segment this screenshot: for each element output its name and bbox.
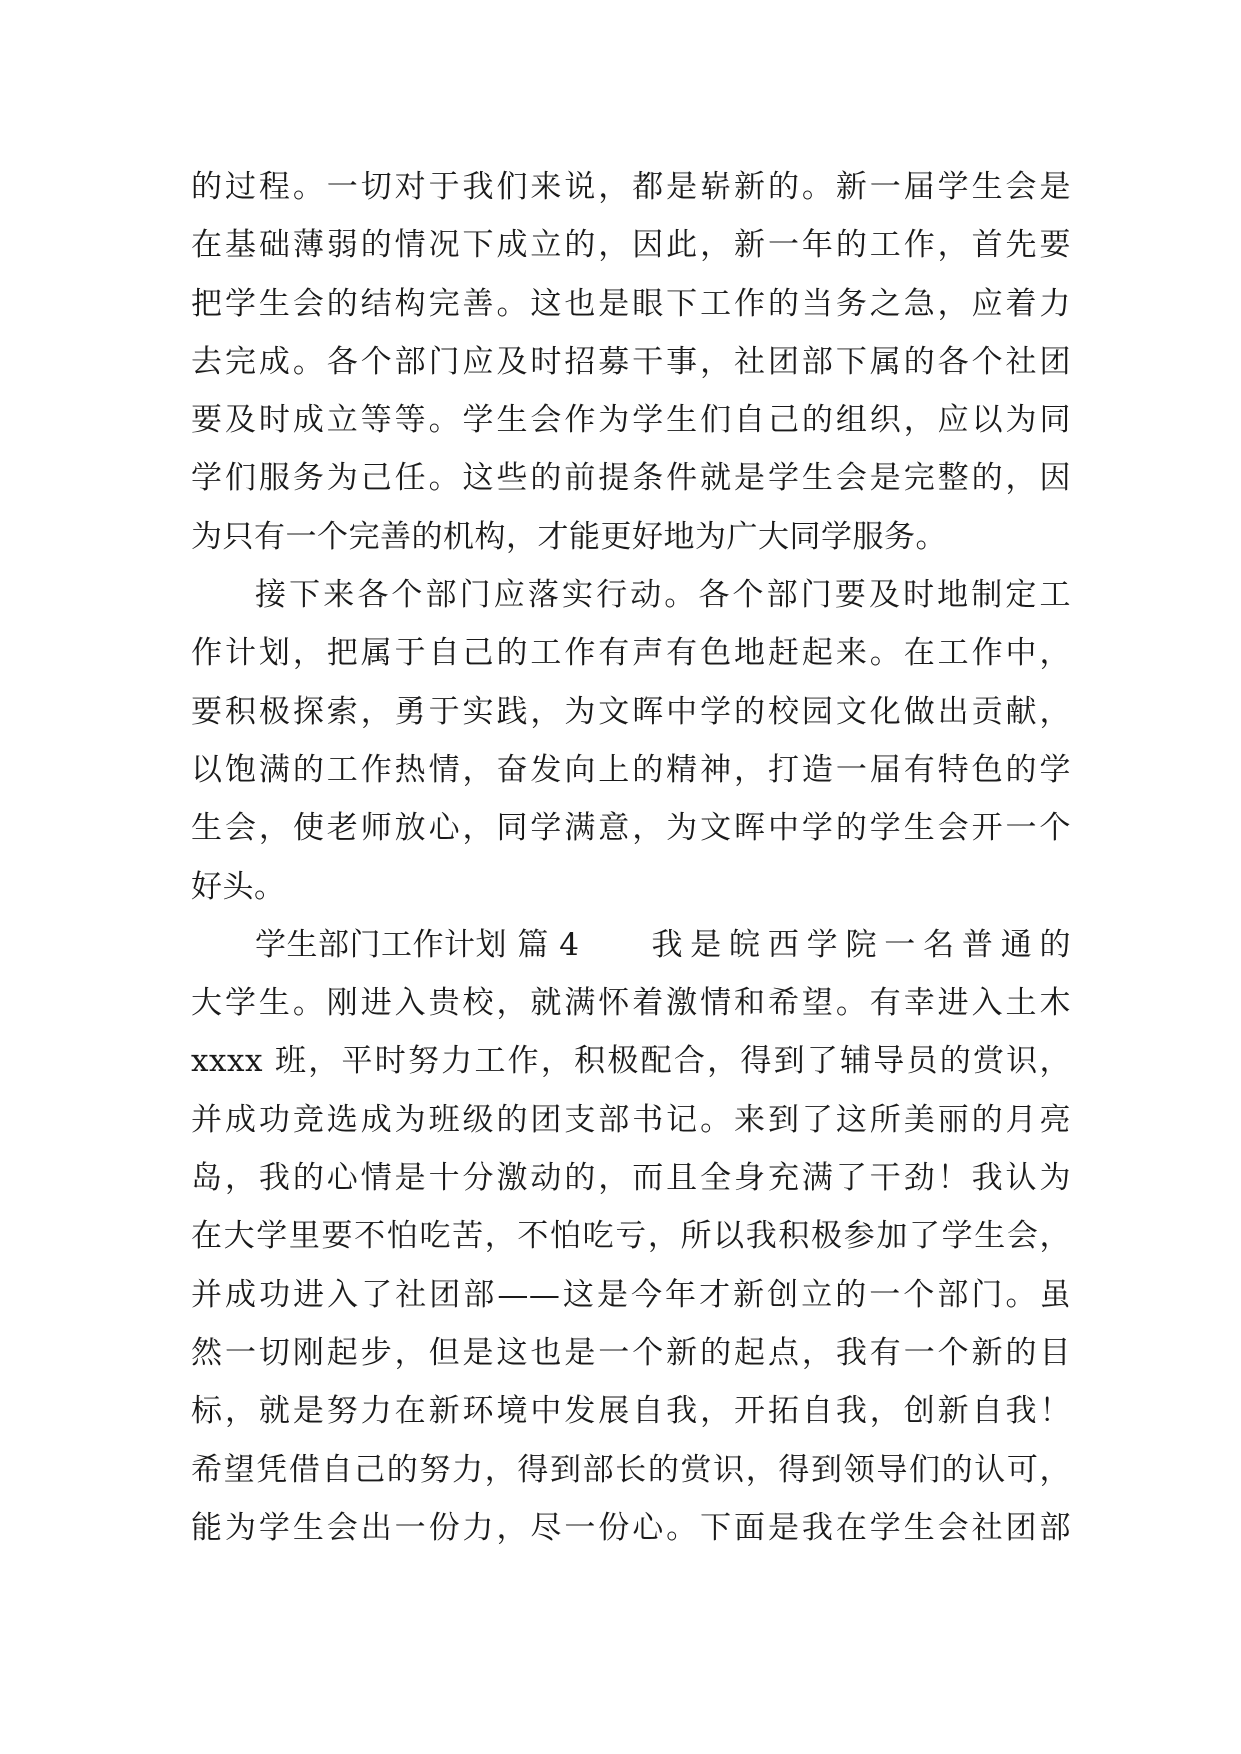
text-line: 接下来各个部门应落实行动。各个部门要及时地制定工 <box>255 577 1071 614</box>
text-line: 的过程。一切对于我们来说，都是崭新的。新一届学生会是 <box>191 169 1071 205</box>
text-line: 在基础薄弱的情况下成立的，因此，新一年的工作，首先要 <box>191 227 1071 264</box>
text-line: 岛，我的心情是十分激动的，而且全身充满了干劲！我认为 <box>191 1160 1071 1197</box>
text-line: 要及时成立等等。学生会作为学生们自己的组织，应以为同 <box>191 402 1071 439</box>
paragraph-3 <box>191 916 1071 1557</box>
paragraph-1 <box>191 158 1071 566</box>
text-line: 要积极探索，勇于实践，为文晖中学的校园文化做出贡献， <box>191 693 1071 730</box>
text-line: 把学生会的结构完善。这也是眼下工作的当务之急，应着力 <box>191 285 1071 322</box>
text-line: 为只有一个完善的机构，才能更好地为广大同学服务。 <box>191 518 947 555</box>
text-line: xxxx 班，平时努力工作，积极配合，得到了辅导员的赏识， <box>191 1043 1071 1080</box>
paragraph-2 <box>191 566 1071 916</box>
text-line: 作计划，把属于自己的工作有声有色地赶起来。在工作中， <box>191 635 1071 672</box>
text-line: 好头。 <box>191 868 286 905</box>
text-line: 生会，使老师放心，同学满意，为文晖中学的学生会开一个 <box>191 810 1071 847</box>
text-line: 然一切刚起步，但是这也是一个新的起点，我有一个新的目 <box>191 1334 1071 1371</box>
text-line: 并成功进入了社团部——这是今年才新创立的一个部门。虽 <box>191 1276 1071 1313</box>
text-line: 大学生。刚进入贵校，就满怀着激情和希望。有幸进入土木 <box>191 985 1071 1022</box>
section-heading-line <box>191 916 1071 974</box>
text-line: 能为学生会出一份力，尽一份心。下面是我在学生会社团部 <box>191 1509 1071 1546</box>
text-line: 标，就是努力在新环境中发展自我，开拓自我，创新自我！ <box>191 1393 1071 1430</box>
section-heading: 学生部门工作计划 篇 4 <box>255 926 580 963</box>
body-text <box>191 158 1071 1557</box>
text-line: 去完成。各个部门应及时招募干事，社团部下属的各个社团 <box>191 343 1071 380</box>
text-line: 学们服务为己任。这些的前提条件就是学生会是完整的，因 <box>191 460 1071 497</box>
text-line: 在大学里要不怕吃苦，不怕吃亏，所以我积极参加了学生会， <box>191 1218 1071 1255</box>
text-line: 以饱满的工作热情，奋发向上的精神，打造一届有特色的学 <box>191 751 1071 788</box>
text-line: 我是皖西学院一名普通的 <box>651 926 1071 963</box>
text-line: 并成功竞选成为班级的团支部书记。来到了这所美丽的月亮 <box>191 1101 1071 1138</box>
text-line: 希望凭借自己的努力，得到部长的赏识，得到领导们的认可， <box>191 1451 1071 1488</box>
